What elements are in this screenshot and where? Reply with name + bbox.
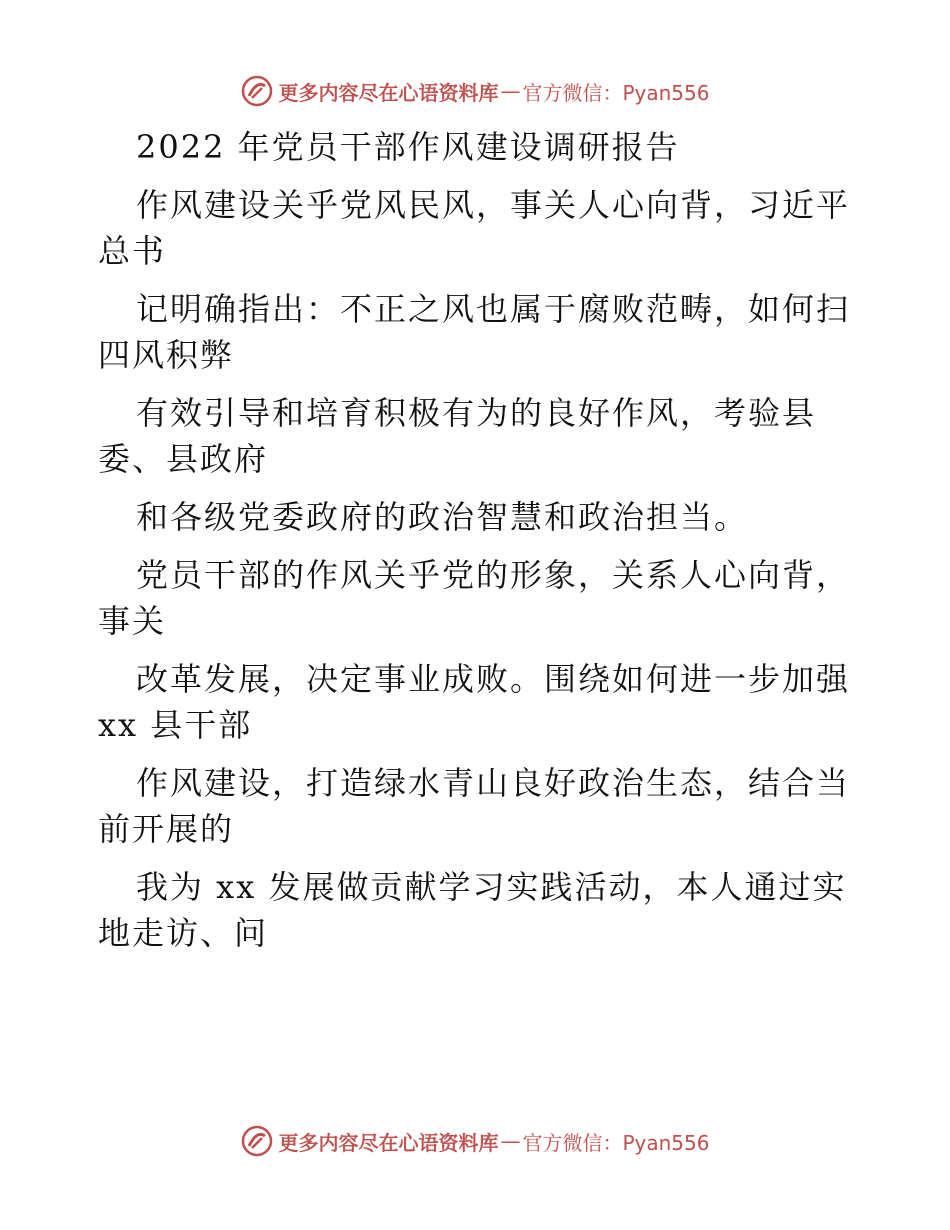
- header-banner: [0, 71, 950, 111]
- brand-logo-icon: [240, 74, 274, 108]
- brand-logo-icon: [240, 1124, 274, 1158]
- footer-banner-text: 更多内容尽在心语资料库: [278, 1130, 499, 1155]
- footer-banner: [0, 1121, 950, 1161]
- paragraph-line: 和各级党委政府的政治智慧和政治担当。: [136, 498, 749, 536]
- footer-banner-wechat: 官方微信：Pyan556: [522, 1130, 710, 1155]
- footer-banner-separator: —: [500, 1129, 521, 1153]
- header-banner-wechat: 官方微信：Pyan556: [522, 80, 710, 105]
- document-title: 2022 年党员干部作风建设调研报告: [136, 128, 680, 166]
- paragraph-line: 我为 xx 发展做贡献学习实践活动，本人通过实: [136, 868, 847, 906]
- header-banner-separator: —: [500, 79, 521, 103]
- paragraph-line: 四风积弊: [98, 336, 235, 374]
- paragraph-line: 总书: [98, 232, 167, 270]
- paragraph-line: 事关: [98, 602, 167, 640]
- paragraph-line: 委、县政府: [98, 440, 269, 478]
- paragraph-line: 改革发展，决定事业成败。围绕如何进一步加强: [136, 660, 851, 698]
- paragraph-line: 党员干部的作风关乎党的形象，关系人心向背，: [136, 556, 851, 594]
- paragraph-line: 作风建设关乎党风民风，事关人心向背，习近平: [136, 186, 851, 224]
- paragraph-line: 有效引导和培育积极有为的良好作风，考验县: [136, 394, 817, 432]
- header-banner-text: 更多内容尽在心语资料库: [278, 80, 499, 105]
- paragraph-line: 地走访、问: [98, 914, 269, 952]
- document-body: [98, 124, 858, 956]
- paragraph-line: 作风建设，打造绿水青山良好政治生态，结合当: [136, 764, 851, 802]
- paragraph-line: xx 县干部: [98, 706, 253, 744]
- paragraph-line: 前开展的: [98, 810, 235, 848]
- paragraph-line: 记明确指出：不正之风也属于腐败范畴，如何扫: [136, 290, 851, 328]
